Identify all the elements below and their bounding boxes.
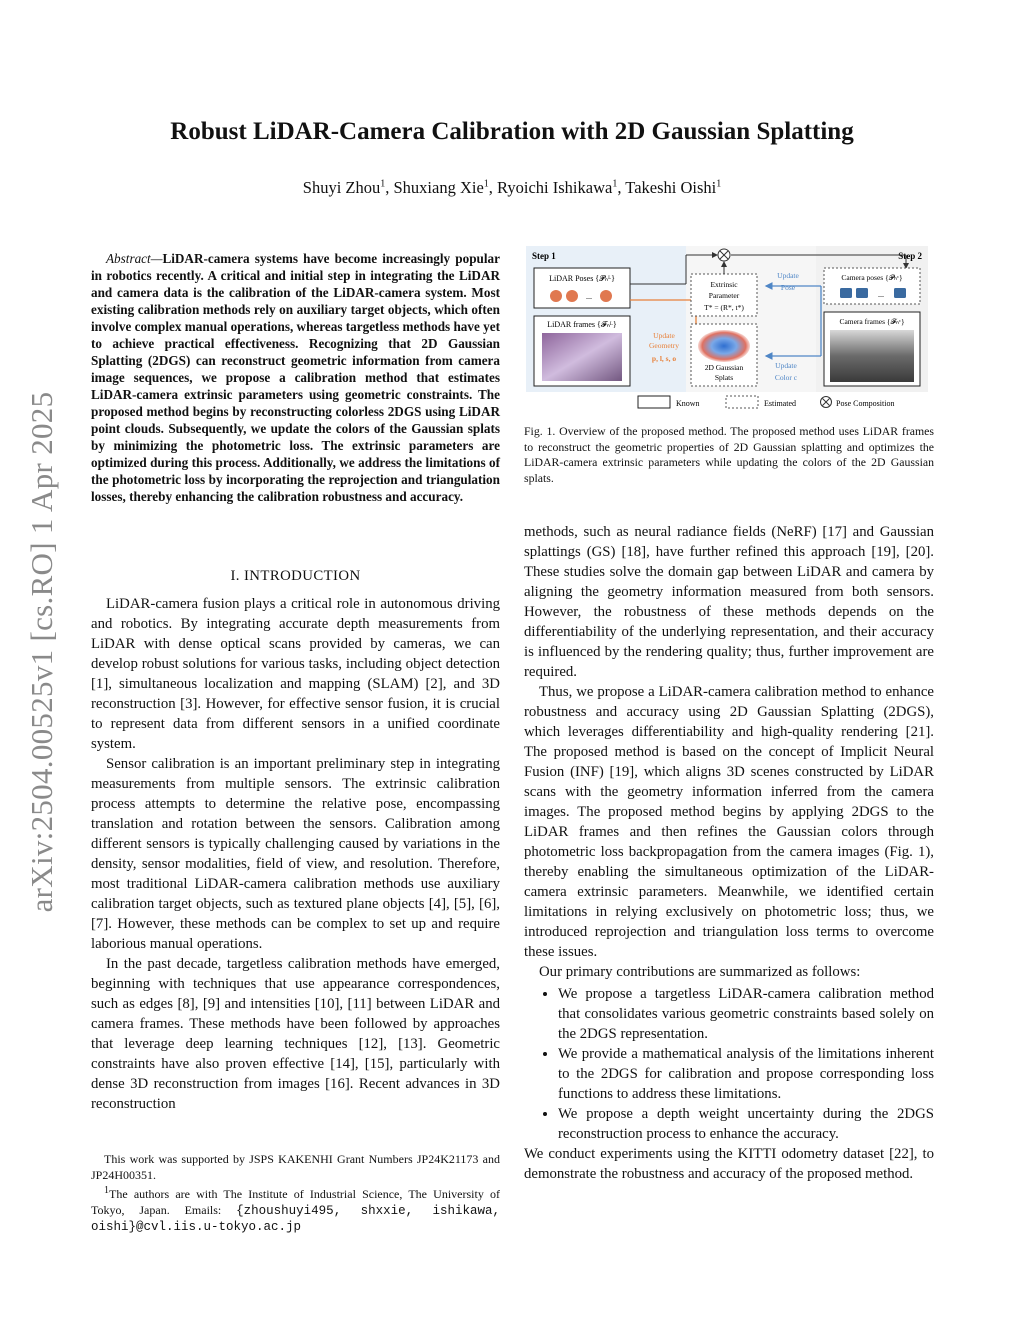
list-item: • We provide a mathematical analysis of the limitations inherent to the 2DGS for calibration and propose corresponding loss functions to address these limitations. <box>558 1044 934 1104</box>
camera-icon <box>856 288 868 298</box>
legend-known-swatch <box>638 396 670 408</box>
update-color-label: Update <box>775 361 797 370</box>
camera-image <box>830 330 914 382</box>
lidar-sensor-icon <box>550 290 562 302</box>
paragraph: Our primary contributions are summarized as follows: <box>539 964 861 980</box>
legend-pose-label: Pose Composition <box>836 399 895 408</box>
camera-frames-label: Camera frames {𝓕ₙᶜ} <box>839 317 905 326</box>
author: Ryoichi Ishikawa <box>497 178 613 197</box>
svg-text:T* = (R*, t*): T* = (R*, t*) <box>704 303 744 312</box>
lidar-frames-label: LiDAR frames {𝓕ₙᴸ} <box>547 320 617 329</box>
camera-icon <box>840 288 852 298</box>
legend-estimated-label: Estimated <box>764 399 796 408</box>
svg-text:Parameter: Parameter <box>708 291 740 300</box>
splats-label: 2D Gaussian <box>704 363 744 372</box>
camera-poses-label: Camera poses {𝓟ₙᶜ} <box>841 273 903 282</box>
extrinsic-label: Extrinsic <box>710 280 738 289</box>
gaussian-splat-render <box>698 330 750 362</box>
lidar-sensor-icon <box>600 290 612 302</box>
camera-icon <box>894 288 906 298</box>
abstract-text: LiDAR-camera systems have become increasingly popular in robotics recently. A critical and initial step in integrating the LiDAR and camera data is the calibration of the LiDAR-camera system. Most existing calibration methods rely on auxiliary target objects, which often involve complex manual operations, whereas targetless methods have yet to achieve practical effectiveness. Recognizing that 2D Gaussian Splatting (2DGS) can reconstruct geometric information from camera image sequences, we propose a calibration method that estimates LiDAR-camera extrinsic parameters using geometric constraints. The proposed method begins by reconstructing colorless 2DGS using LiDAR point clouds. Subsequently, we update the colors of the Gaussian splats by minimizing the photometric loss. The extrinsic parameters are optimized during this process. Additionally, we address the limitations of the photometric loss by incorporating the reprojection and triangulation losses, thereby enhancing the calibration robustness and accuracy. <box>91 251 500 504</box>
section-heading: I. INTRODUCTION <box>230 568 361 584</box>
svg-text:p, l, s, o: p, l, s, o <box>651 354 677 363</box>
svg-text:...: ... <box>878 290 884 299</box>
step1-label: Step 1 <box>532 251 556 261</box>
list-item: • We propose a targetless LiDAR-camera calibration method that consolidates various geometric constraints based solely on the 2DGS representation. <box>558 984 934 1044</box>
lidar-sensor-icon <box>566 290 578 302</box>
figure-caption: Fig. 1. Overview of the proposed method. The proposed method uses LiDAR frames to reconstruct the geometric properties of 2D Gaussian splatting and optimizes the LiDAR-camera extrinsic parameters while updating the colors of the 2D Gaussian splats. <box>524 424 934 485</box>
author: Shuyi Zhou <box>302 178 381 197</box>
update-pose-label: Update <box>777 271 799 280</box>
author: Takeshi Oishi <box>625 178 717 197</box>
abstract-label: Abstract <box>106 251 151 266</box>
method-overview-figure <box>526 246 928 414</box>
funding-note: This work was supported by JSPS KAKENHI Grant Numbers JP24K21173 and JP24H00351. <box>91 1152 500 1182</box>
lidar-scan-image <box>542 333 622 381</box>
author-list: Shuyi Zhou$^1$, Shuxiang Xie$^1$, Ryoichi Ishikawa$^1$, Takeshi Oishi$^1$ <box>302 178 722 197</box>
update-geometry-label: Update <box>653 331 675 340</box>
contribution-list <box>524 984 934 1144</box>
paragraph: In the past decade, targetless calibration methods have emerged, beginning with techniques that use appearance correspondences, such as edges [8], [9] and intensities [10], [11] between LiDAR and camera frames. These methods have been followed by approaches that leverage deep learning techniques [12], [13]. Geometric constraints have also proven effective [14], [15], particularly with dense 3D reconstruction from images [16]. Recent advances in 3D reconstruction <box>91 956 500 1112</box>
footnotes <box>91 1152 500 1236</box>
svg-text:Splats: Splats <box>714 373 734 382</box>
paragraph: LiDAR-camera fusion plays a critical role in autonomous driving and robotics. By integrating accurate depth measurements from LiDAR with dense optical scans provided by cameras, we can develop robust solutions for various tasks, including object detection [1], simultaneous localization and mapping (SLAM) [2], and 3D reconstruction [3]. However, for effective sensor fusion, it is crucial to represent data from different sensors in a unified coordinate system. <box>91 596 500 752</box>
svg-text:Color c: Color c <box>774 373 798 382</box>
intro-right-column <box>524 522 934 1184</box>
author: Shuxiang Xie <box>393 178 484 197</box>
affiliation-note: $^1$The authors are with The Institute of Industrial Science, The University of Tokyo, Japan. Emails: {zhoushuyi495, shxxie, ishikawa, oishi}@cvl.iis.u-tokyo.ac.jp <box>91 1185 500 1234</box>
paper-title: Robust LiDAR-Camera Calibration with 2D Gaussian Splatting <box>170 118 854 145</box>
abstract: Abstract—LiDAR-camera systems have become increasingly popular in robotics recently. A critical and initial step in integrating the LiDAR and camera data is the calibration of the LiDAR-camera system. Most existing calibration methods rely on auxiliary target objects, which often involve complex manual operations, whereas targetless methods have yet to achieve practical effectiveness. Recognizing that 2D Gaussian Splatting (2DGS) can reconstruct geometric information from camera image sequences, we propose a calibration method that estimates LiDAR-camera extrinsic parameters using geometric constraints. The proposed method begins by reconstructing colorless 2DGS using LiDAR point clouds. Subsequently, we update the colors of the Gaussian splats by minimizing the photometric loss. The extrinsic parameters are optimized during this process. Additionally, we address the limitations of the photometric loss by incorporating the reprojection and triangulation losses, thereby enhancing the calibration robustness and accuracy. <box>91 251 500 504</box>
arxiv-identifier: arXiv:2504.00525v1 [cs.RO] 1 Apr 2025 <box>24 391 59 913</box>
email-list: {zhoushuyi495, shxxie, ishikawa, oishi}@cvl.iis.u-tokyo.ac.jp <box>91 1203 500 1234</box>
lidar-poses-label: LiDAR Poses {𝓟ₙᴸ} <box>549 274 615 283</box>
step2-label: Step 2 <box>898 251 922 261</box>
paragraph: Thus, we propose a LiDAR-camera calibration method to enhance robustness and accuracy using 2D Gaussian Splatting (2DGS), which leverages differentiability and high-quality rendering [21]. The proposed method is based on the concept of Implicit Neural Fusion (INF) [19], which aligns 3D scenes constructed by LiDAR scans with the geometry information inferred from the camera images. The proposed method begins by applying 2DGS to the LiDAR frames and then refines the Gaussian colors through photometric loss backpropagation from the camera images (Fig. 1), thereby enabling the simultaneous optimization of the LiDAR-camera extrinsic parameters. Meanwhile, we identified certain limitations in relying exclusively on photometric loss; thus, we introduced reprojection and triangulation loss terms to overcome these issues. <box>524 684 934 960</box>
ellipsis: ... <box>586 292 592 301</box>
paragraph: Sensor calibration is an important preliminary step in integrating measurements from multiple sensors. The extrinsic calibration process attempts to determine the relative pose, encompassing translation and rotation between the sensors. Calibration among different sensors is typically challenging caused by variations in the density, sensor modalities, field of view, and resolution. Therefore, most traditional LiDAR-camera calibration methods use auxiliary calibration target objects, such as textured plane objects [4], [5], [6], [7]. However, these methods can be complex to set up and require laborious manual operations. <box>91 756 500 952</box>
svg-text:Pose: Pose <box>780 283 796 292</box>
paragraph: We conduct experiments using the KITTI odometry dataset [22], to demonstrate the robustness and accuracy of the proposed method. <box>524 1146 934 1182</box>
svg-text:Geometry: Geometry <box>649 341 679 350</box>
intro-left-column <box>91 594 500 1114</box>
paragraph: methods, such as neural radiance fields (NeRF) [17] and Gaussian splattings (GS) [18], have further refined this approach [19], [20]. These studies solve the domain gap between LiDAR and camera by aligning the geometry information measured from both sensors. However, the robustness of these methods depends on the differentiability of the underlying representation, and their accuracy is influenced by the rendering quality; thus, further improvement are required. <box>524 524 934 680</box>
legend-estimated-swatch <box>726 396 758 408</box>
list-item: • We propose a depth weight uncertainty during the 2DGS reconstruction process to enhance the accuracy. <box>558 1104 934 1144</box>
legend-known-label: Known <box>676 399 700 408</box>
